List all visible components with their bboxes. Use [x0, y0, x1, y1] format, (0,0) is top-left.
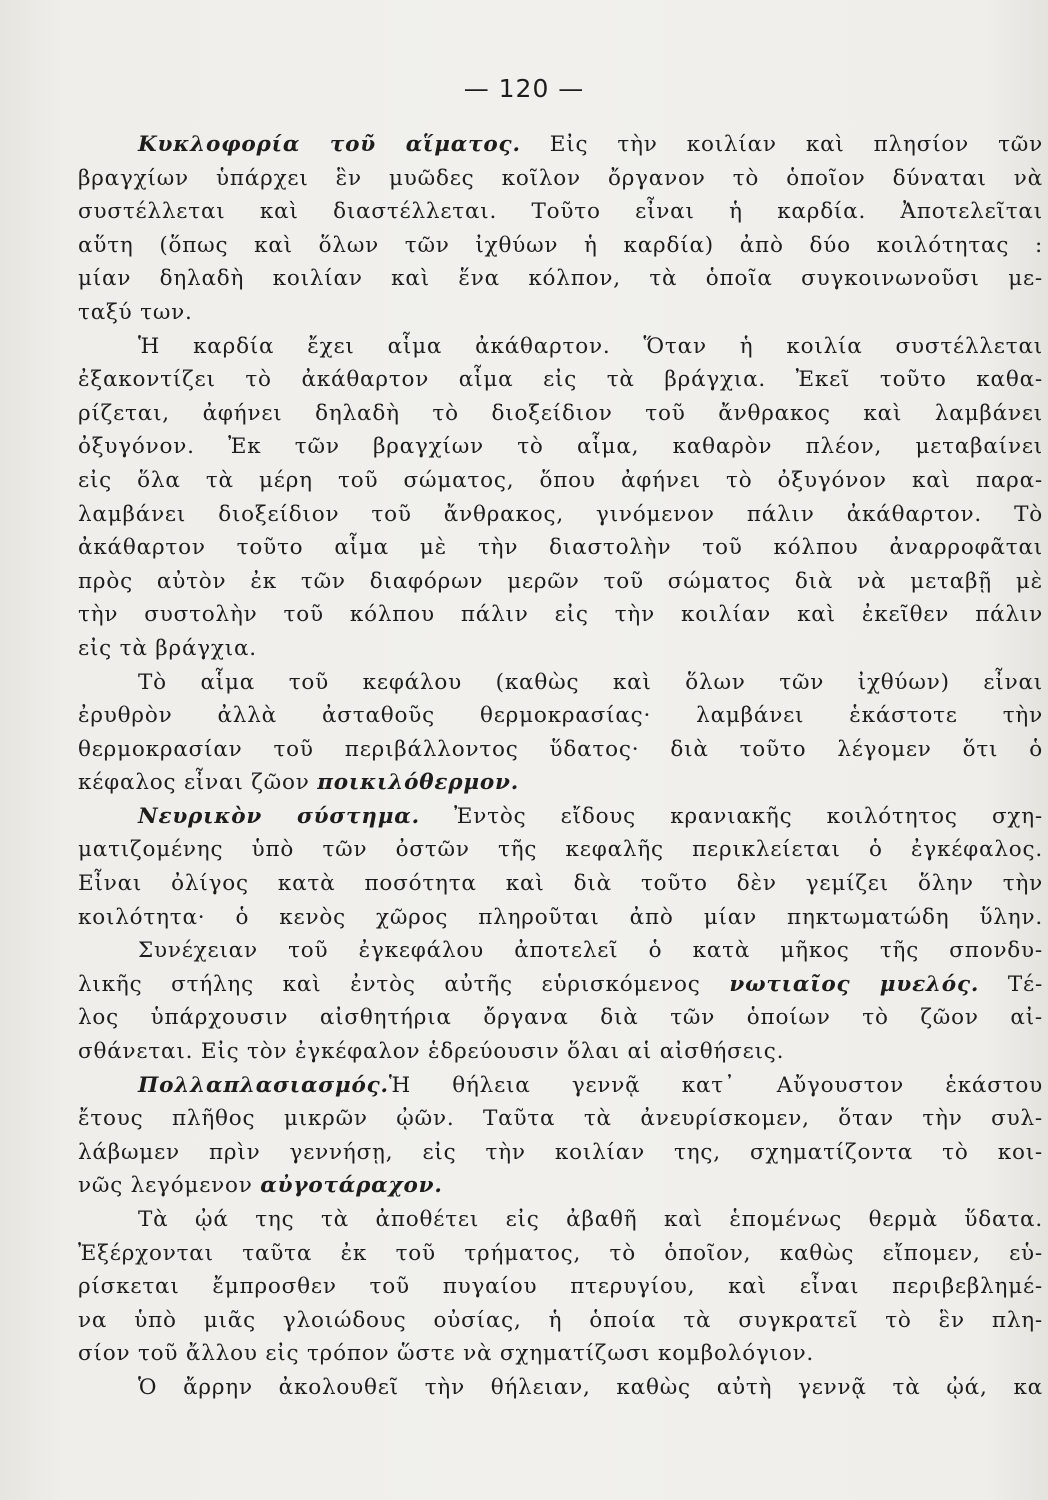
text-run: ὀξυγόνον. Ἐκ τῶν βραγχίων τὸ αἷμα, καθαρὸν πλέον, μεταβαίνει	[78, 434, 1043, 460]
text-line	[78, 565, 1043, 599]
emphasized-term: Πολλαπλασιασμός.	[138, 1072, 389, 1098]
text-line	[78, 1337, 1043, 1371]
text-run: ρίσκεται ἔμπροσθεν τοῦ πυγαίου πτερυγίου, καὶ εἶναι περιβεβλημέ-	[78, 1274, 1043, 1300]
text-run: ἐρυθρὸν ἀλλὰ ἀσταθοῦς θερμοκρασίας· λαμβάνει ἑκάστοτε τὴν	[78, 703, 1043, 729]
text-run: αὕτη (ὅπως καὶ ὅλων τῶν ἰχθύων ἡ καρδία) ἀπὸ δύο κοιλότητας :	[78, 232, 1043, 258]
text-run: λάβωμεν πρὶν γεννήσῃ, εἰς τὴν κοιλίαν της, σχηματίζοντα τὸ κοι-	[78, 1139, 1043, 1165]
emphasized-term: νωτιαῖος μυελός.	[729, 971, 980, 997]
text-run: εἰς ὅλα τὰ μέρη τοῦ σώματος, ὅπου ἀφήνει τὸ ὀξυγόνον καὶ παρα-	[78, 467, 1043, 493]
text-run: ἀκάθαρτον τοῦτο αἷμα μὲ τὴν διαστολὴν τοῦ κόλπου ἀναρροφᾶται	[78, 535, 1043, 561]
text-run: Ἐξέρχονται ταῦτα ἐκ τοῦ τρήματος, τὸ ὁποῖον, καθὼς εἴπομεν, εὑ-	[78, 1240, 1043, 1266]
text-line	[78, 1237, 1043, 1271]
text-run: ρίζεται, ἀφήνει δηλαδὴ τὸ διοξείδιον τοῦ ἄνθρακος καὶ λαμβάνει	[78, 400, 1043, 426]
text-line	[78, 531, 1043, 565]
text-line	[78, 1001, 1043, 1035]
text-run: θερμοκρασίαν τοῦ περιβάλλοντος ὕδατος· διὰ τοῦτο λέγομεν ὅτι ὁ	[78, 736, 1043, 762]
text-run: να ὑπὸ μιᾶς γλοιώδους οὐσίας, ἡ ὁποία τὰ συγκρατεῖ τὸ ἓν πλη-	[78, 1307, 1043, 1333]
text-line	[78, 229, 1043, 263]
text-run: λικῆς στήλης καὶ ἐντὸς αὐτῆς εὑρισκόμενος	[78, 971, 730, 997]
text-line	[78, 1169, 1043, 1203]
text-line	[78, 901, 1043, 935]
text-run: κέφαλος εἶναι ζῶον	[78, 770, 318, 796]
text-run: Ὁ ἄρρην ἀκολουθεῖ τὴν θήλειαν, καθὼς αὐτὴ γεννᾷ τὰ ᾠά, κα	[138, 1374, 1043, 1400]
text-line	[78, 363, 1043, 397]
text-line	[78, 1304, 1043, 1338]
text-run: κοιλότητα· ὁ κενὸς χῶρος πληροῦται ἀπὸ μίαν πηκτωματώδη ὕλην.	[78, 904, 1043, 930]
text-run: τὴν συστολὴν τοῦ κόλπου πάλιν εἰς τὴν κοιλίαν καὶ ἐκεῖθεν πάλιν	[78, 602, 1043, 628]
emphasized-term: ποικιλόθερμον.	[317, 770, 520, 796]
text-run: ματιζομένης ὑπὸ τῶν ὀστῶν τῆς κεφαλῆς περικλείεται ὁ ἐγκέφαλος.	[78, 837, 1043, 863]
text-line	[78, 128, 1043, 162]
text-line	[78, 733, 1043, 767]
text-run: σθάνεται. Εἰς τὸν ἐγκέφαλον ἑδρεύουσιν ὅλαι αἱ αἰσθήσεις.	[78, 1039, 785, 1065]
text-line	[78, 833, 1043, 867]
text-line	[78, 464, 1043, 498]
emphasized-term: αὐγοτάραχον.	[260, 1173, 443, 1199]
text-run: Εἰς τὴν κοιλίαν καὶ πλησίον τῶν	[520, 132, 1043, 157]
emphasized-term: Κυκλοφορία τοῦ αἵματος.	[138, 132, 521, 157]
text-line	[78, 867, 1043, 901]
text-line	[78, 766, 1043, 800]
text-line	[78, 1136, 1043, 1170]
text-run: συστέλλεται καὶ διαστέλλεται. Τοῦτο εἶναι ἡ καρδία. Ἀποτελεῖται	[78, 199, 1043, 225]
text-line	[78, 430, 1043, 464]
emphasized-term: Νευρικὸν σύστημα.	[138, 803, 420, 829]
text-run: Ἐντὸς εἴδους κρανιακῆς κοιλότητος σχη-	[419, 803, 1043, 829]
text-line	[78, 162, 1043, 196]
text-run: λος ὑπάρχουσιν αἰσθητήρια ὄργανα διὰ τῶν ὁποίων τὸ ζῶον αἰ-	[78, 1005, 1043, 1031]
text-run: Ἡ καρδία ἔχει αἷμα ἀκάθαρτον. Ὅταν ἡ κοιλία συστέλλεται	[138, 333, 1043, 359]
text-line	[78, 632, 1043, 666]
text-run: βραγχίων ὑπάρχει ἓν μυῶδες κοῖλον ὄργανον τὸ ὁποῖον δύναται νὰ	[78, 165, 1043, 191]
text-run: σίον τοῦ ἄλλου εἰς τρόπον ὥστε νὰ σχηματίζωσι κομβολόγιον.	[78, 1341, 815, 1367]
text-line	[78, 934, 1043, 968]
text-run: νῶς λεγόμενον	[78, 1173, 261, 1199]
text-line	[78, 498, 1043, 532]
text-run: Τέ-	[979, 971, 1044, 997]
text-line	[78, 1035, 1043, 1069]
text-line	[78, 195, 1043, 229]
text-line	[78, 397, 1043, 431]
text-line	[78, 330, 1043, 364]
text-run: ταξύ των.	[78, 299, 193, 325]
text-run: ἐξακοντίζει τὸ ἀκάθαρτον αἷμα εἰς τὰ βράγχια. Ἐκεῖ τοῦτο καθα-	[78, 367, 1043, 393]
text-run: Τὸ αἷμα τοῦ κεφάλου (καθὼς καὶ ὅλων τῶν ἰχθύων) εἶναι	[138, 669, 1043, 695]
text-run: Συνέχειαν τοῦ ἐγκεφάλου ἀποτελεῖ ὁ κατὰ μῆκος τῆς σπονδυ-	[138, 938, 1043, 964]
page-number: — 120 —	[463, 74, 585, 103]
text-run: εἰς τὰ βράγχια.	[78, 635, 257, 661]
text-run: λαμβάνει διοξείδιον τοῦ ἄνθρακος, γινόμενον πάλιν ἀκάθαρτον. Τὸ	[78, 501, 1043, 527]
text-run: μίαν δηλαδὴ κοιλίαν καὶ ἕνα κόλπον, τὰ ὁποῖα συγκοινωνοῦσι με-	[78, 266, 1043, 292]
text-run: Ἡ θήλεια γεννᾷ κατ᾿ Αὔγουστον ἑκάστου	[388, 1072, 1043, 1098]
text-line	[78, 296, 1043, 330]
text-line	[78, 968, 1043, 1002]
text-line	[78, 1102, 1043, 1136]
text-run: Τὰ ᾠά της τὰ ἀποθέτει εἰς ἀβαθῆ καὶ ἑπομένως θερμὰ ὕδατα.	[138, 1207, 1043, 1232]
text-run: ἔτους πλῆθος μικρῶν ᾠῶν. Ταῦτα τὰ ἀνευρίσκομεν, ὅταν τὴν συλ-	[78, 1106, 1043, 1132]
text-run: Εἶναι ὀλίγος κατὰ ποσότητα καὶ διὰ τοῦτο δὲν γεμίζει ὅλην τὴν	[78, 871, 1043, 897]
text-line	[78, 1069, 1043, 1103]
text-line	[78, 699, 1043, 733]
text-line	[78, 262, 1043, 296]
text-line	[78, 1203, 1043, 1237]
text-line	[78, 800, 1043, 834]
text-line	[78, 1270, 1043, 1304]
text-line	[78, 598, 1043, 632]
body-text	[78, 128, 1043, 1405]
text-line	[78, 666, 1043, 700]
text-line	[78, 1371, 1043, 1405]
text-run: πρὸς αὐτὸν ἐκ τῶν διαφόρων μερῶν τοῦ σώματος διὰ νὰ μεταβῇ μὲ	[78, 568, 1043, 594]
